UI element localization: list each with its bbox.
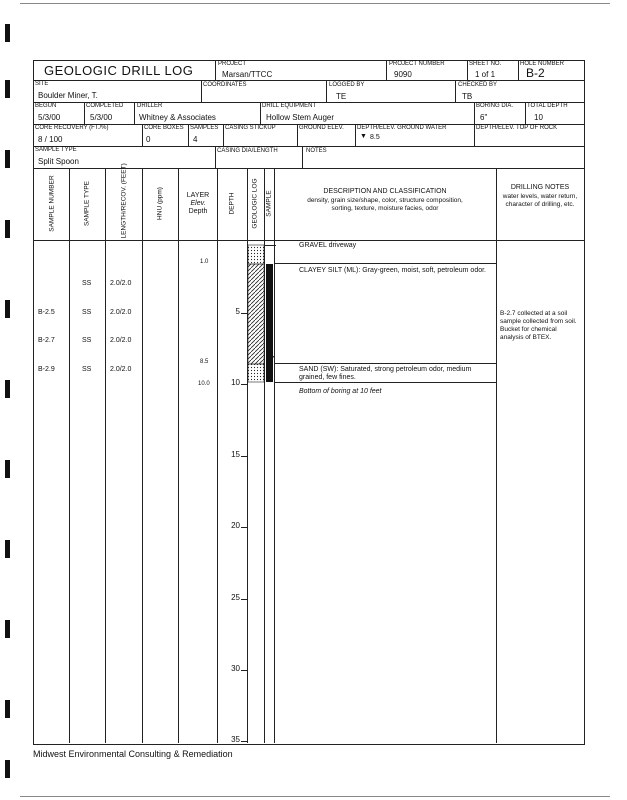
sample-type-3: SS (82, 337, 92, 344)
binding-hole (5, 620, 10, 638)
depth-tick-20: 20 (231, 521, 240, 530)
core-boxes-label: CORE BOXES (144, 125, 184, 131)
col-geologic-log: GEOLOGIC LOG (251, 178, 259, 229)
layer-depth-2: 8.5 (200, 359, 209, 365)
binding-hole (5, 540, 10, 558)
col-layer-elev: Elev. (190, 200, 206, 207)
sample-type-label: SAMPLE TYPE (35, 147, 77, 153)
checked-by-value: TB (462, 92, 473, 101)
sample-number-4: B-2.9 (38, 366, 55, 373)
depth-tick-30: 30 (231, 664, 240, 673)
desc-gravel: GRAVEL driveway (299, 242, 357, 249)
coordinates-label: COORDINATES (203, 82, 247, 88)
depth-top-rock-label: DEPTH/ELEV. TOP OF ROCK (476, 125, 558, 131)
col-layer-depth: Depth (188, 208, 208, 215)
begun-value: 5/3/00 (38, 113, 61, 122)
depth-tick-10: 10 (231, 378, 240, 387)
total-depth-label: TOTAL DEPTH (527, 103, 568, 109)
project-number-value: 9090 (394, 70, 412, 79)
total-depth-value: 10 (534, 113, 543, 122)
driller-label: DRILLER (137, 103, 163, 109)
binding-hole (5, 300, 10, 318)
drilling-note: B-2.7 collected at a soil sample collected from soil. Bucket for chemical analysis of BTEX. (500, 310, 577, 341)
drill-equipment-label: DRILL EQUIPMENT (262, 103, 317, 109)
checked-by-label: CHECKED BY (458, 82, 498, 88)
completed-label: COMPLETED (86, 103, 124, 109)
driller-value: Whitney & Associates (139, 113, 216, 122)
col-layer: LAYER (186, 192, 210, 199)
footer-company: Midwest Environmental Consulting & Remediation (33, 749, 233, 759)
sample-type-2: SS (82, 309, 92, 316)
col-drilling-notes: DRILLING NOTES (510, 184, 570, 191)
binding-hole (5, 760, 10, 778)
sample-length-2: 2.0/2.0 (110, 309, 132, 316)
gravel-layer (248, 245, 264, 264)
sample-number-2: B-2.5 (38, 309, 55, 316)
form-title: GEOLOGIC DRILL LOG (44, 63, 194, 78)
samples-value: 4 (193, 135, 198, 144)
depth-ground-water-label: DEPTH/ELEV. GROUND WATER (357, 125, 447, 131)
sample-length-4: 2.0/2.0 (110, 366, 132, 373)
depth-tick-5: 5 (235, 307, 240, 316)
binding-hole (5, 460, 10, 478)
core-boxes-value: 0 (146, 135, 151, 144)
col-description: DESCRIPTION AND CLASSIFICATION (323, 188, 447, 195)
depth-tick-25: 25 (231, 593, 240, 602)
logged-by-value: TE (336, 92, 347, 101)
col-hnu: HNU (ppm) (156, 187, 164, 220)
site-label: SITE (35, 81, 49, 87)
sample-length-1: 2.0/2.0 (110, 280, 132, 287)
drill-equipment-value: Hollow Stem Auger (266, 113, 335, 122)
site-value: Boulder Miner, T. (38, 91, 98, 100)
col-sample: SAMPLE (265, 190, 273, 217)
begun-label: BEGUN (35, 103, 57, 109)
col-sample-type: SAMPLE TYPE (83, 180, 91, 227)
sample-bar (266, 264, 273, 382)
binding-hole (5, 220, 10, 238)
geologic-log-graphic (247, 240, 275, 390)
binding-hole (5, 150, 10, 168)
samples-label: SAMPLES (190, 125, 219, 131)
col-depth: DEPTH (228, 192, 236, 215)
ground-elev-label: GROUND ELEV. (299, 125, 344, 131)
clay-silt-layer (248, 264, 264, 364)
layer-depth-3: 10.0 (198, 381, 210, 387)
desc-sand: SAND (SW): Saturated, strong petroleum odor, medium grained, few fines. (299, 366, 472, 381)
binding-hole (5, 24, 10, 42)
sample-type-4: SS (82, 366, 92, 373)
col-sample-number: SAMPLE NUMBER (48, 175, 56, 232)
project-value: Marsan/TTCC (222, 70, 273, 79)
water-level-icon: ▼ (360, 133, 367, 140)
project-number-label: PROJECT NUMBER (389, 61, 445, 67)
casing-stickup-label: CASING STICKUP (225, 125, 276, 131)
form-frame (33, 60, 585, 745)
sheet-no-value: 1 of 1 (475, 70, 496, 79)
binding-hole (5, 80, 10, 98)
desc-clayey-silt: CLAYEY SILT (ML): Gray-green, moist, soft, petroleum odor. (299, 267, 487, 274)
col-drilling-notes-sub: water levels, water return, character of drilling, etc. (502, 193, 578, 208)
depth-tick-35: 35 (231, 735, 240, 744)
boring-dia-value: 6" (480, 113, 488, 122)
sample-type-value: Split Spoon (38, 157, 79, 166)
casing-dia-label: CASING DIA/LENGTH (217, 148, 278, 154)
sand-layer (248, 364, 264, 382)
col-length-recov: LENGTH/RECOV. (FEET) (120, 163, 128, 239)
binding-hole (5, 700, 10, 718)
layer-depth-1: 1.0 (200, 259, 209, 265)
project-label: PROJECT (218, 61, 247, 67)
depth-tick-15: 15 (231, 450, 240, 459)
page-edge (20, 3, 610, 4)
core-recovery-value: 8 / 100 (38, 135, 63, 144)
page-edge (20, 796, 610, 797)
sample-type-1: SS (82, 280, 92, 287)
binding-hole (5, 380, 10, 398)
sample-number-3: B-2.7 (38, 337, 55, 344)
hole-number-label: HOLE NUMBER (520, 61, 565, 67)
depth-ground-water-value: 8.5 (370, 134, 380, 141)
completed-value: 5/3/00 (90, 113, 113, 122)
hole-number-value: B-2 (526, 66, 545, 80)
desc-bottom: Bottom of boring at 10 feet (299, 388, 382, 395)
sample-length-3: 2.0/2.0 (110, 337, 132, 344)
sheet-no-label: SHEET NO. (469, 61, 502, 67)
core-recovery-label: CORE RECOVERY (FT./%) (35, 125, 109, 131)
boring-dia-label: BORING DIA. (476, 103, 514, 109)
col-description-sub: density, grain size/shape, color, structure composition, sorting, texture, moisture facies, odor (307, 197, 463, 212)
notes-label: NOTES (306, 148, 327, 154)
logged-by-label: LOGGED BY (329, 82, 365, 88)
